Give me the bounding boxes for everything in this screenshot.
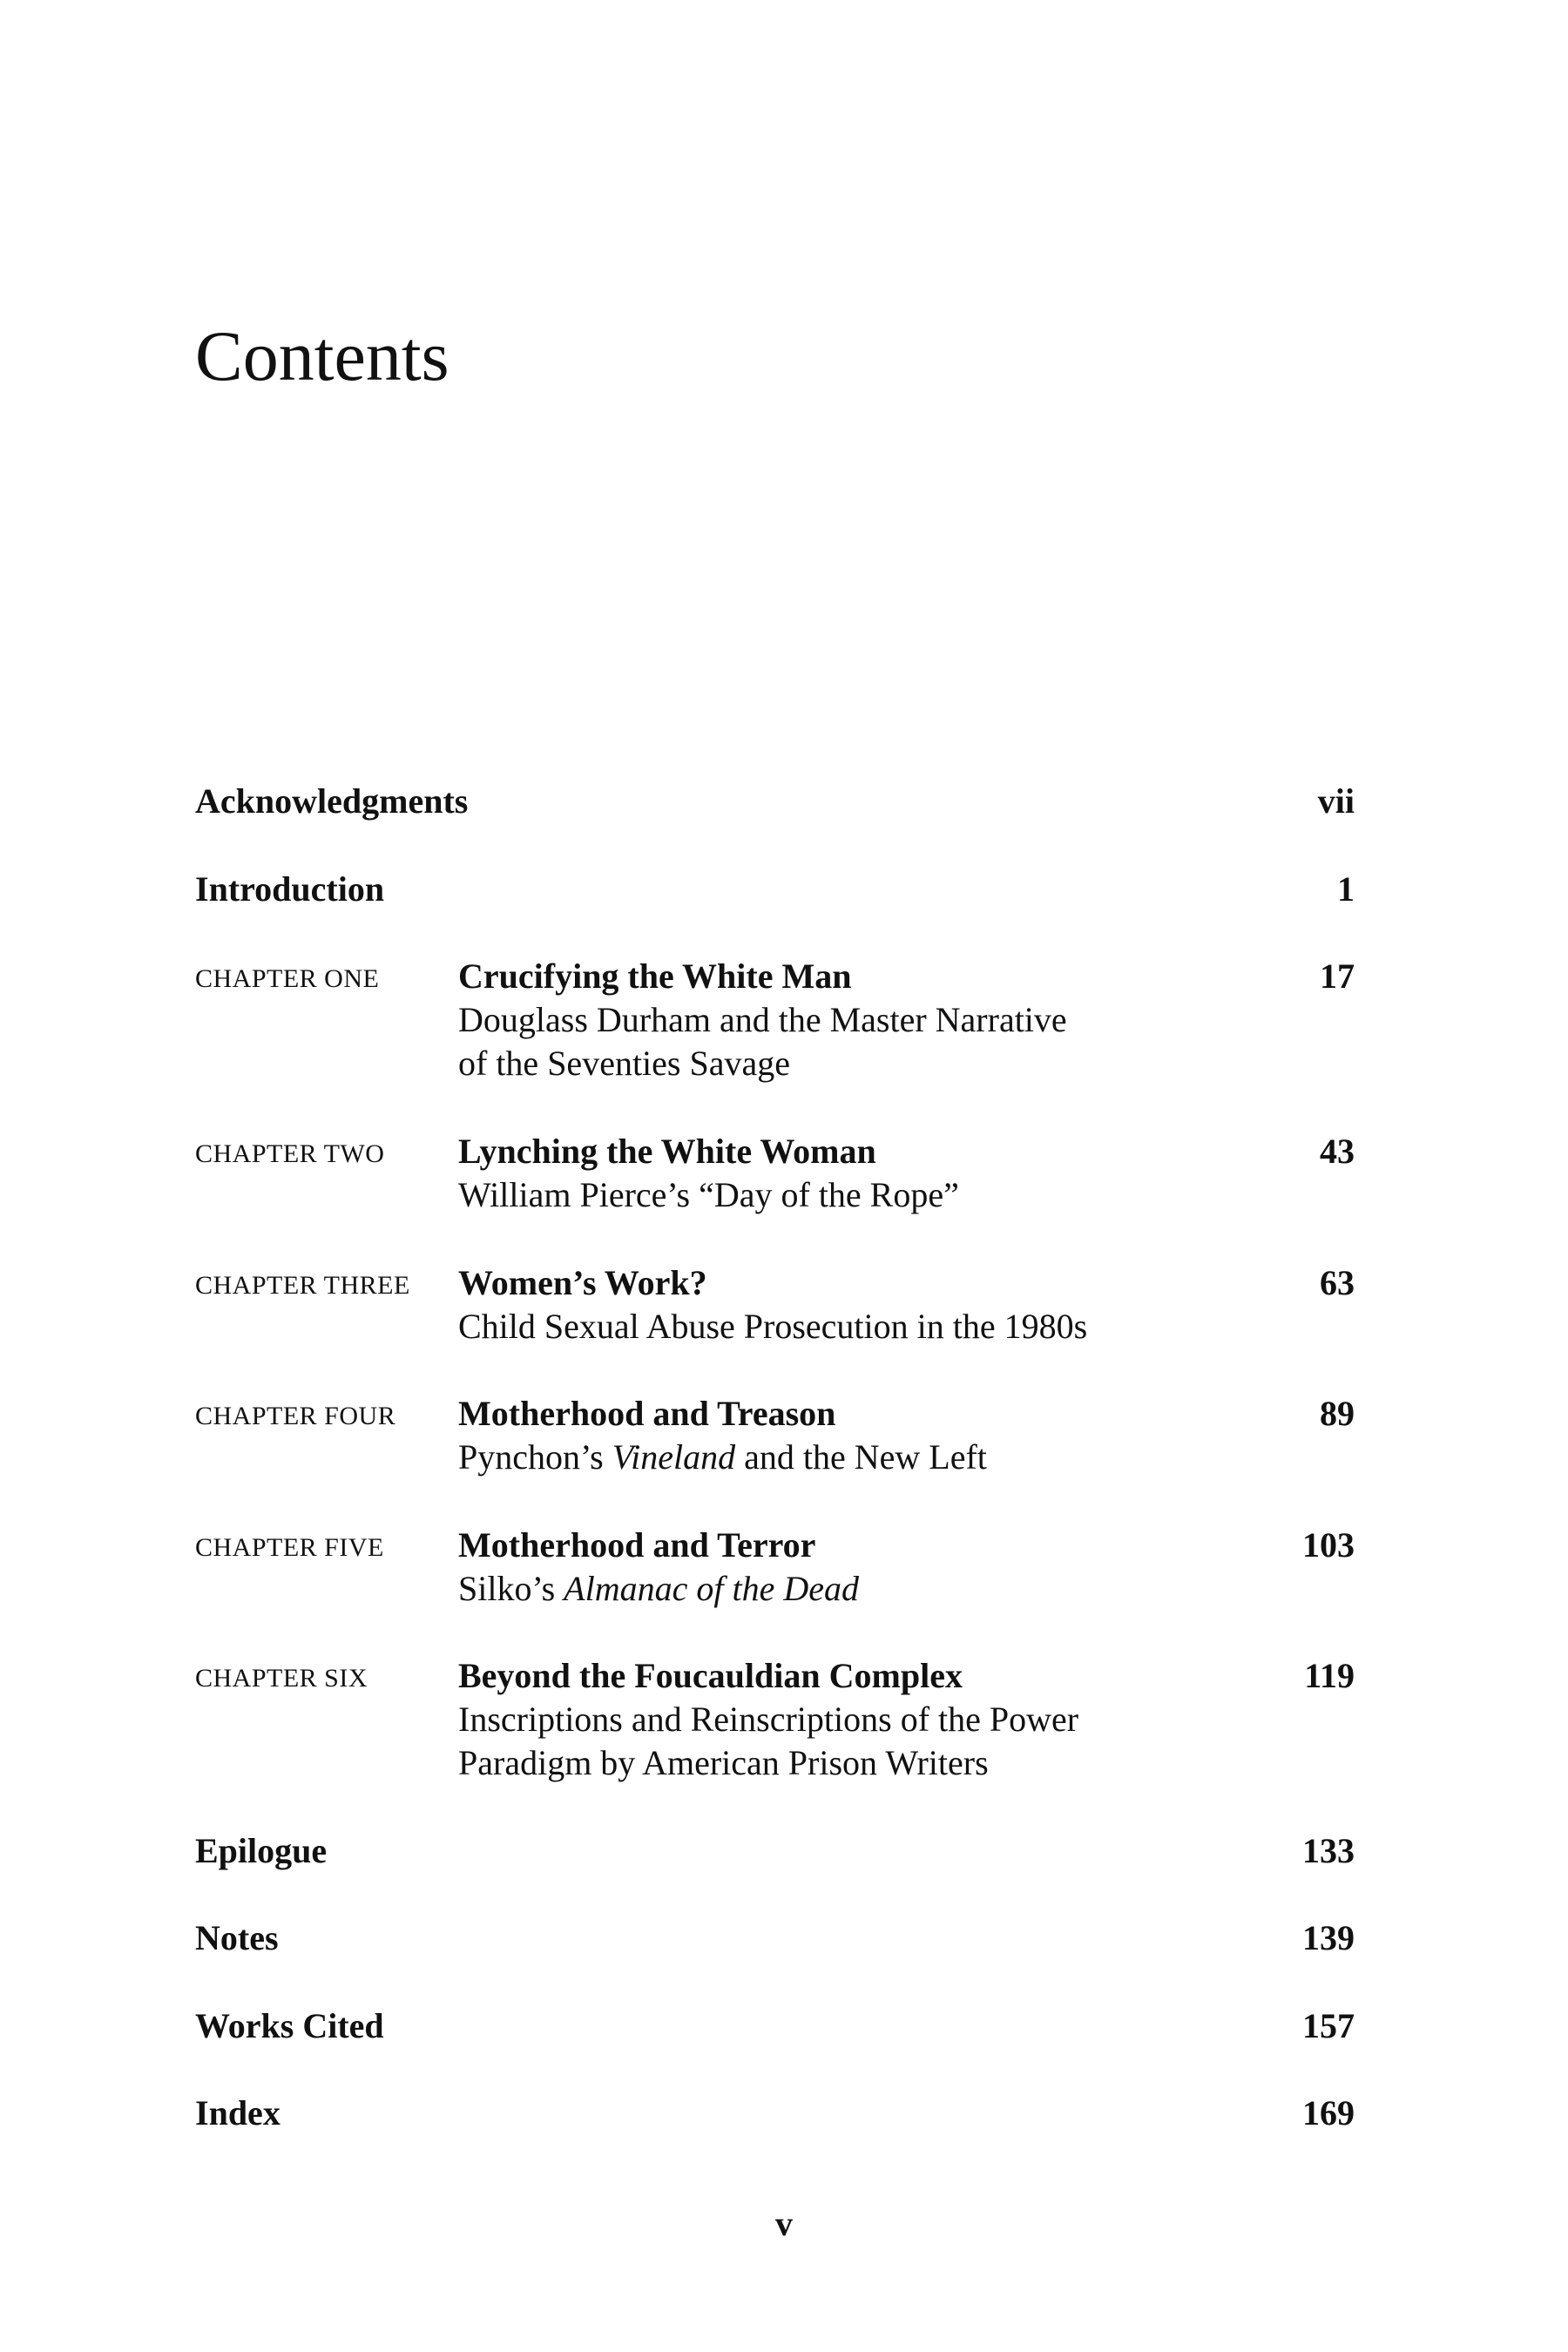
chapter-subtitle-line [458, 1173, 1242, 1217]
chapter-body [458, 1261, 1242, 1348]
chapter-subtitle-line [458, 1567, 1242, 1611]
subtitle-text: William Pierce’s “Day of the Rope” [458, 1175, 959, 1214]
toc-entry-title: Introduction [195, 869, 385, 909]
chapter-label: CHAPTER THREE [195, 1271, 410, 1300]
chapter-subtitle-line [458, 1436, 1242, 1479]
toc-entry-page: 89 [1320, 1394, 1355, 1433]
subtitle-text: Paradigm by American Prison Writers [458, 1743, 989, 1782]
chapter-title: Motherhood and Treason [458, 1394, 836, 1433]
chapter-label: CHAPTER FIVE [195, 1533, 384, 1562]
subtitle-text: Silko’s [458, 1569, 564, 1608]
chapter-title: Motherhood and Terror [458, 1525, 816, 1565]
chapter-body [458, 1654, 1242, 1785]
subtitle-text: Inscriptions and Reinscriptions of the Power [458, 1700, 1079, 1739]
toc-entry-page: 169 [1302, 2093, 1355, 2132]
toc-entry-title: Acknowledgments [195, 781, 469, 821]
chapter-subtitle [458, 1698, 1242, 1785]
toc-entry-title: Notes [195, 1918, 279, 1957]
chapter-subtitle [458, 1567, 1242, 1611]
chapter-label: CHAPTER TWO [195, 1139, 385, 1168]
toc-entry-page: 43 [1320, 1132, 1355, 1171]
chapter-subtitle [458, 1305, 1242, 1348]
subtitle-text: Douglass Durham and the Master Narrative [458, 1000, 1067, 1039]
subtitle-text: and the New Left [735, 1437, 987, 1477]
subtitle-text: Pynchon’s [458, 1437, 612, 1477]
toc-entry-page: 133 [1302, 1831, 1355, 1870]
toc-entry-page: 17 [1320, 956, 1355, 996]
chapter-body [458, 1524, 1242, 1611]
chapter-subtitle-line [458, 1305, 1242, 1348]
toc-entry-page: 63 [1320, 1263, 1355, 1302]
toc-entry-title: Index [195, 2093, 280, 2132]
chapter-body [458, 1130, 1242, 1217]
toc-entry-page: 139 [1302, 1918, 1355, 1957]
chapter-title: Crucifying the White Man [458, 956, 852, 996]
page-title: Contents [195, 316, 449, 395]
chapter-subtitle-line [458, 1042, 1242, 1085]
toc-entry-page: 119 [1304, 1656, 1355, 1695]
italic-title-text: Almanac of the Dead [564, 1569, 859, 1608]
chapter-label: CHAPTER SIX [195, 1664, 368, 1693]
chapter-title: Beyond the Foucauldian Complex [458, 1656, 963, 1695]
chapter-title: Women’s Work? [458, 1263, 707, 1302]
toc-entry-page: vii [1317, 781, 1355, 821]
chapter-subtitle-line [458, 1698, 1242, 1741]
chapter-label: CHAPTER ONE [195, 964, 380, 993]
chapter-label: CHAPTER FOUR [195, 1402, 396, 1430]
chapter-subtitle-line [458, 998, 1242, 1042]
subtitle-text: of the Seventies Savage [458, 1044, 790, 1083]
chapter-subtitle-line [458, 1741, 1242, 1785]
toc-entry-page: 157 [1302, 2006, 1355, 2045]
toc-entry-title: Works Cited [195, 2006, 384, 2045]
page-number: v [775, 2204, 793, 2243]
italic-title-text: Vineland [612, 1437, 736, 1477]
chapter-subtitle [458, 998, 1242, 1085]
chapter-subtitle [458, 1436, 1242, 1479]
subtitle-text: Child Sexual Abuse Prosecution in the 1980s [458, 1307, 1088, 1346]
toc-entry-page: 103 [1302, 1525, 1355, 1565]
chapter-body [458, 955, 1242, 1085]
chapter-subtitle [458, 1173, 1242, 1217]
toc-entry-title: Epilogue [195, 1831, 328, 1870]
chapter-body [458, 1392, 1242, 1479]
toc-entry-page: 1 [1337, 869, 1355, 909]
chapter-title: Lynching the White Woman [458, 1132, 876, 1171]
